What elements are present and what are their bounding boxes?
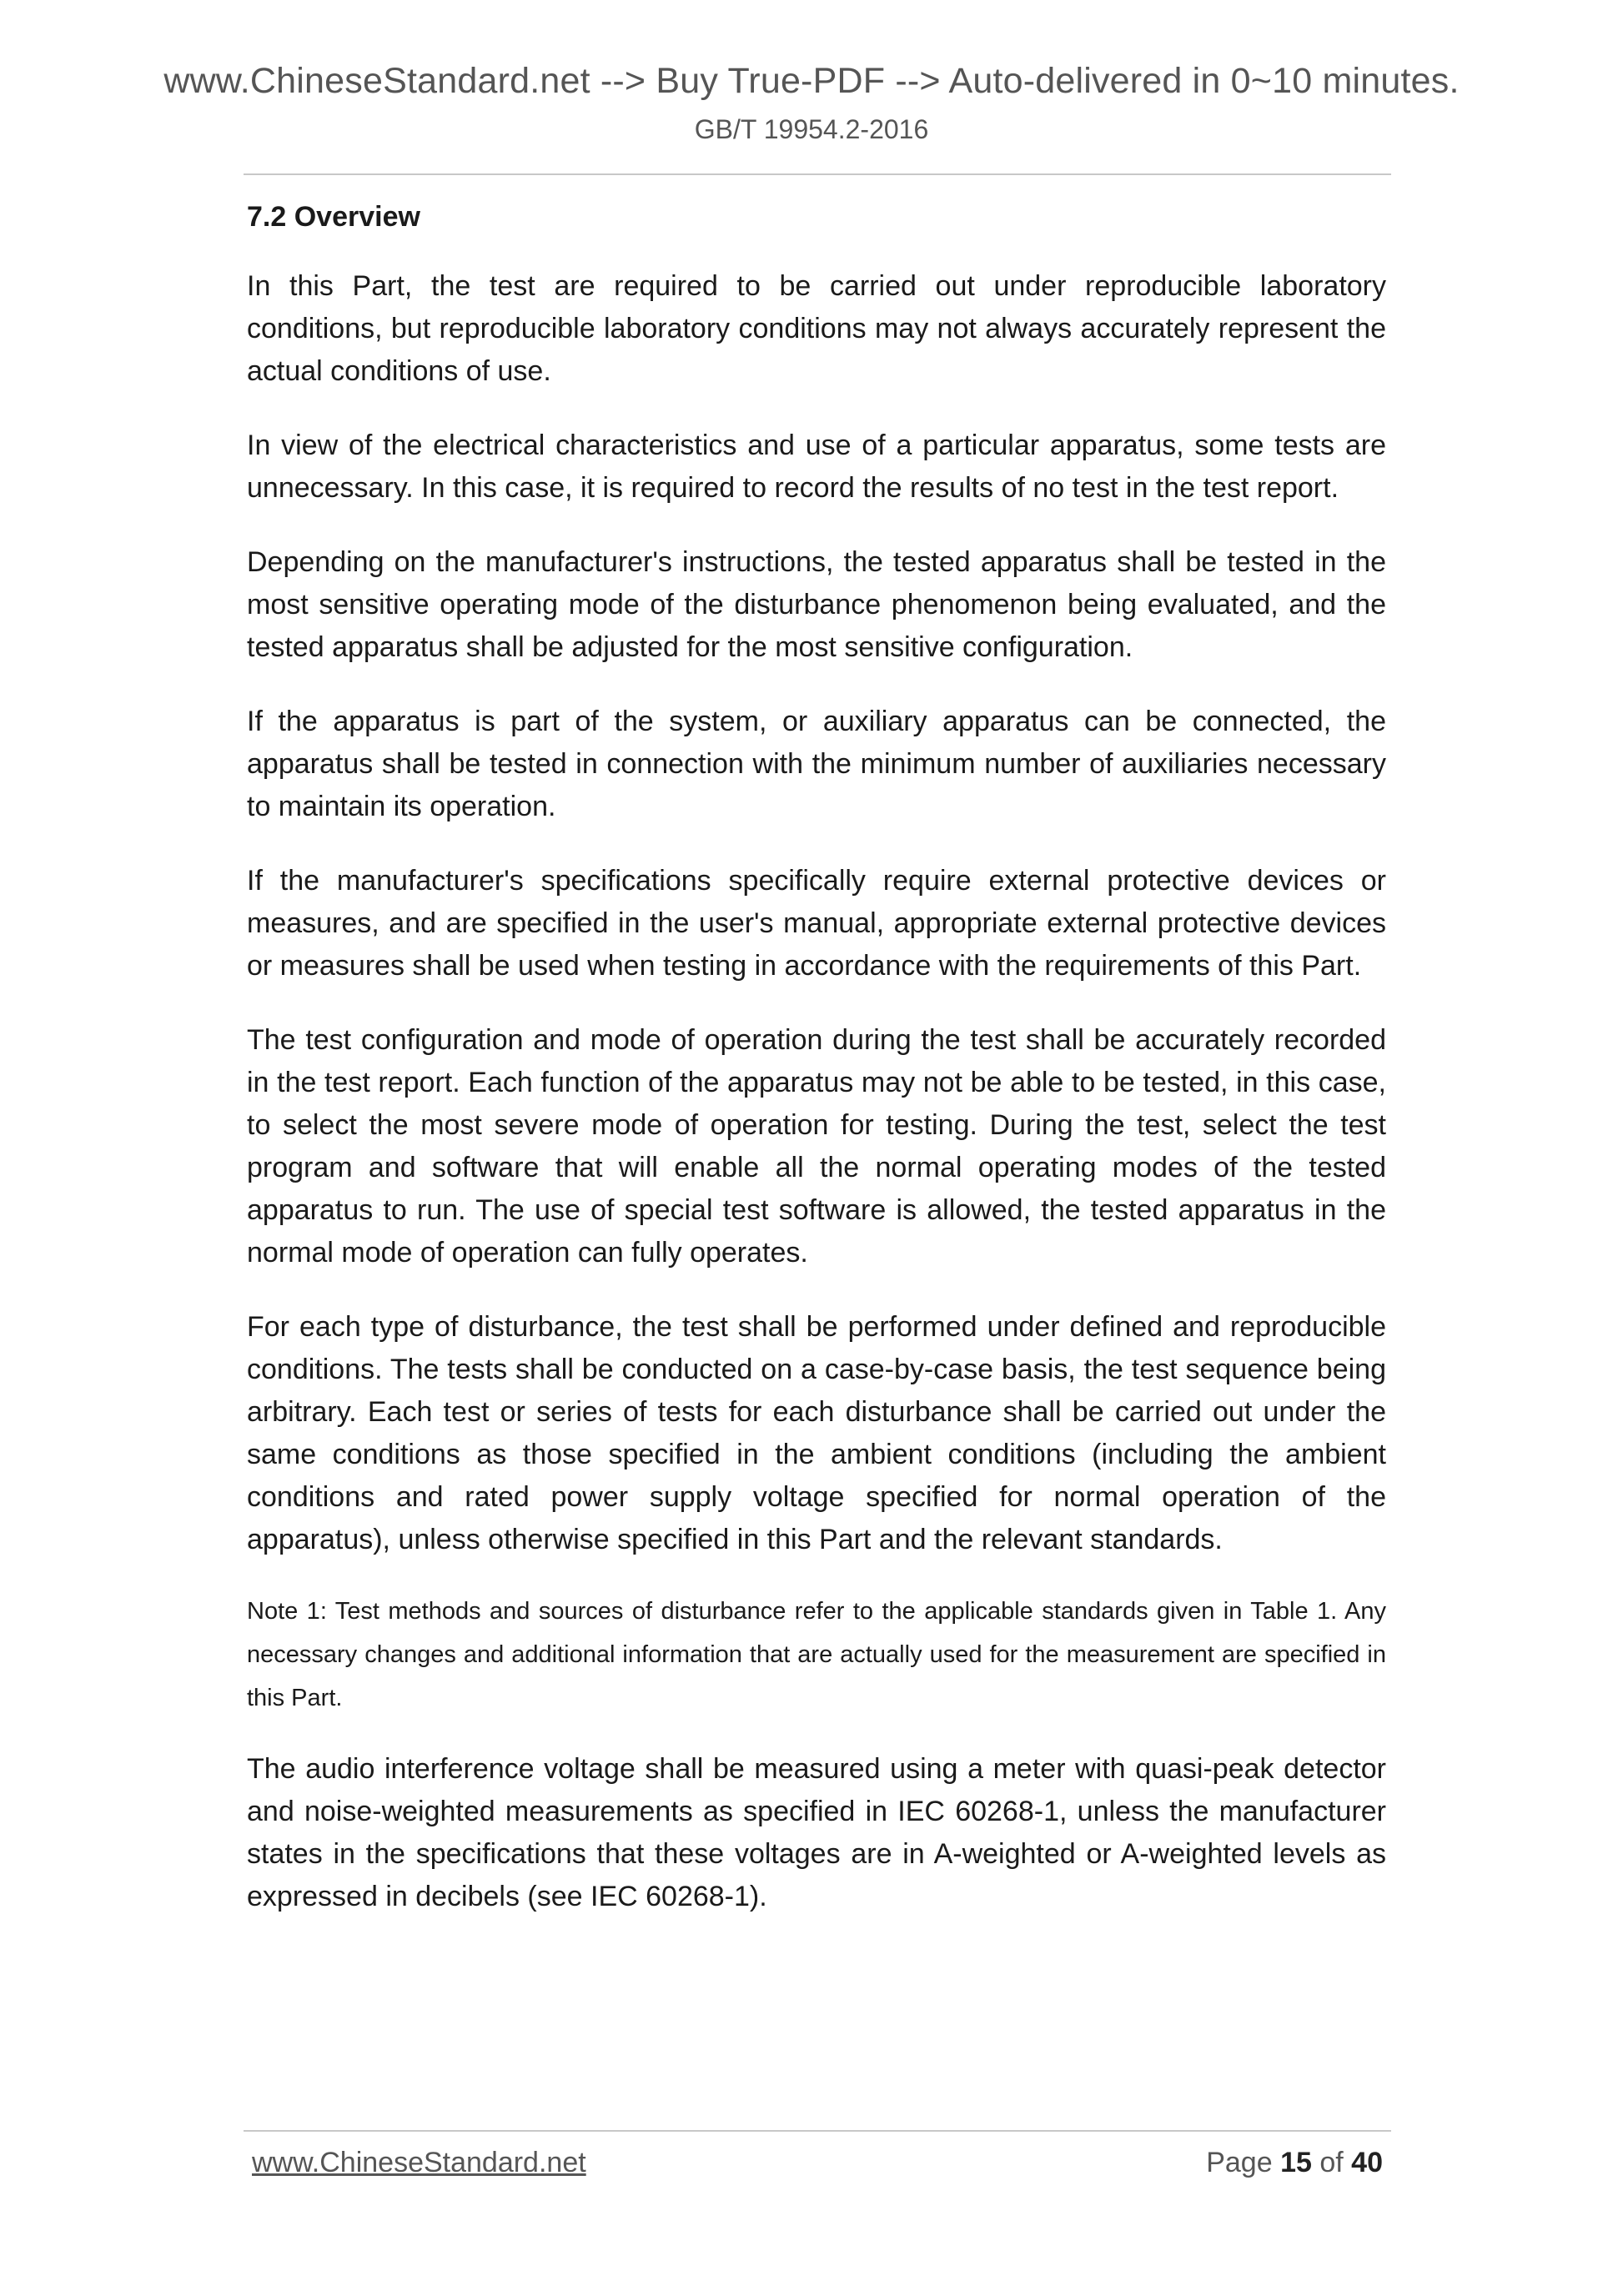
page-label: Page xyxy=(1206,2147,1273,2178)
standard-number: GB/T 19954.2-2016 xyxy=(694,113,929,144)
body-paragraph-7: For each type of disturbance, the test shall be performed under defined and reproducible conditions. The tests shall be conducted on a case-by-case basis, the test sequence being arbitrary. Each test or series of tests for each disturbance shall be carried out under the same conditions as those specified in the ambient conditions (including the ambient conditions and rated power supply voltage specified for normal operation of the apparatus), unless otherwise specified in this Part and the relevant standards. xyxy=(247,1311,1386,1556)
page-body xyxy=(247,198,1386,1950)
body-paragraph-1: In this Part, the test are required to be carried out under reproducible laboratory conditions, but reproducible laboratory conditions may not always accurately represent the actual conditions of use. xyxy=(247,270,1386,388)
page-indicator xyxy=(1206,2147,1383,2179)
body-paragraph-4: If the apparatus is part of the system, or auxiliary apparatus can be connected, the apparatus shall be tested in connection with the minimum number of auxiliaries necessary to maintain its operation. xyxy=(247,706,1386,823)
page-of-label: of xyxy=(1319,2147,1344,2178)
page-total: 40 xyxy=(1351,2147,1383,2178)
body-paragraph-6: The test configuration and mode of operation during the test shall be accurately recorded in the test report. Each function of the apparatus may not be able to be tested, in this case, to select the most severe mode of operation for testing. During the test, select the test program and software that will enable all the normal operating modes of the tested apparatus to run. The use of special test software is allowed, the tested apparatus in the normal mode of operation can fully operates. xyxy=(247,1024,1386,1269)
page-header xyxy=(0,60,1623,145)
footer-divider xyxy=(244,2130,1391,2132)
body-paragraph-5: If the manufacturer's specifications specifically require external protective devices or measures, and are specified in the user's manual, appropriate external protective devices or measures shall be used when testing in accordance with the requirements of this Part. xyxy=(247,865,1386,982)
page-current: 15 xyxy=(1280,2147,1312,2178)
header-divider xyxy=(244,173,1391,175)
footer-website-link[interactable]: www.ChineseStandard.net xyxy=(252,2147,586,2178)
note-1: Note 1: Test methods and sources of disturbance refer to the applicable standards given in Table 1. Any necessary changes and additional information that are actually used for the measurement are specified in this Part. xyxy=(247,1598,1386,1712)
header-banner[interactable]: www.ChineseStandard.net --> Buy True-PDF --> Auto-delivered in 0~10 minutes. xyxy=(163,61,1460,101)
body-paragraph-8: The audio interference voltage shall be measured using a meter with quasi-peak detector and noise-weighted measurements as specified in IEC 60268-1, unless the manufacturer states in the specifications that these voltages are in A-weighted or A-weighted levels as expressed in decibels (see IEC 60268-1). xyxy=(247,1753,1386,1913)
body-paragraph-3: Depending on the manufacturer's instructions, the tested apparatus shall be tested in the most sensitive operating mode of the disturbance phenomenon being evaluated, and the tested apparatus shall be adjusted for the most sensitive configuration. xyxy=(247,546,1386,664)
body-paragraph-2: In view of the electrical characteristics and use of a particular apparatus, some tests are unnecessary. In this case, it is required to record the results of no test in the test report. xyxy=(247,430,1386,505)
section-heading: 7.2 Overview xyxy=(247,201,420,233)
